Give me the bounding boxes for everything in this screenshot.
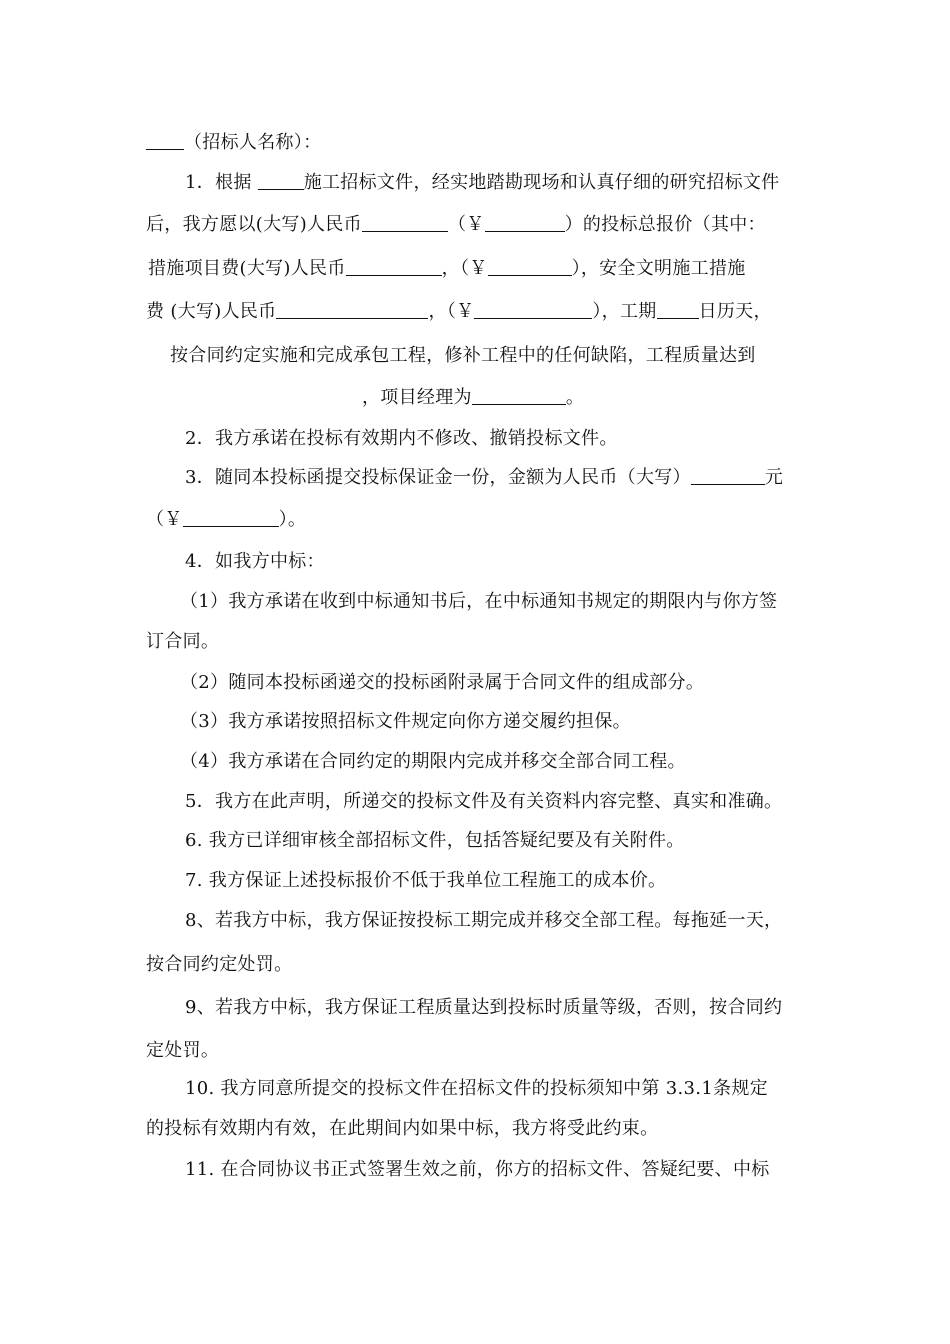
p1-text: ，项目经理为 (362, 387, 472, 408)
para7: 7. 我方保证上述投标报价不低于我单位工程施工的成本价。 (185, 870, 667, 891)
blank-bond-number[interactable] (183, 508, 279, 527)
blank-total-words[interactable] (362, 213, 448, 232)
p1-text: ），安全文明施工措施 (571, 258, 746, 279)
p1-text: （￥ (447, 214, 485, 235)
para1-line5 (0, 344, 950, 368)
p1-text: ）的投标总报价（其中： (564, 214, 766, 235)
para8-line1: 8、若我方中标，我方保证按投标工期完成并移交全部工程。每拖延一天， (185, 910, 783, 931)
blank-measures-words[interactable] (346, 257, 442, 276)
blank-project-name[interactable] (258, 171, 304, 190)
blank-safety-number[interactable] (474, 300, 592, 319)
p1-text: ，（￥ (428, 301, 475, 322)
p1-text: 日历天， (698, 301, 772, 322)
para1-line2 (0, 213, 950, 237)
p1-text: 施工招标文件，经实地踏勘现场和认真仔细的研究招标文件 (303, 172, 780, 193)
para4-sub2: （2）随同本投标函递交的投标函附录属于合同文件的组成部分。 (180, 672, 705, 693)
p1-text: 。 (565, 387, 585, 408)
p1-text: 措施项目费(大写)人民币 (148, 258, 346, 279)
p1-text: ），工期 (592, 301, 657, 322)
para1-line1 (0, 171, 950, 195)
para10-line1: 10. 我方同意所提交的投标文件在招标文件的投标须知中第 3.3.1条规定 (185, 1078, 768, 1099)
para2: 2．我方承诺在投标有效期内不修改、撤销投标文件。 (185, 428, 618, 449)
para1-line4 (0, 300, 950, 324)
para3-line1 (0, 466, 950, 490)
blank-duration-days[interactable] (657, 300, 699, 319)
blank-measures-number[interactable] (488, 257, 572, 276)
blank-project-manager[interactable] (472, 386, 566, 405)
p1-text: 按合同约定实施和完成承包工程，修补工程中的任何缺陷，工程质量达到 (170, 345, 756, 366)
recipient-line (0, 131, 950, 155)
p1-text: 费 (大写)人民币 (146, 301, 277, 322)
para4-sub3: （3）我方承诺按照招标文件规定向你方递交履约担保。 (180, 711, 631, 732)
para6: 6. 我方已详细审核全部招标文件，包括答疑纪要及有关附件。 (185, 830, 685, 851)
p3-text: 元 (764, 467, 784, 488)
blank-bond-words[interactable] (691, 466, 765, 485)
blank-safety-words[interactable] (276, 300, 428, 319)
para3-line2 (0, 508, 950, 532)
para4-sub4: （4）我方承诺在合同约定的期限内完成并移交全部合同工程。 (180, 751, 686, 772)
p1-text: 1．根据 (185, 172, 258, 193)
para9-line2: 定处罚。 (146, 1040, 220, 1061)
para4-title: 4．如我方中标： (185, 551, 325, 572)
para11-line1: 11. 在合同协议书正式签署生效之前，你方的招标文件、答疑纪要、中标 (185, 1159, 770, 1180)
para4-sub1-line1: （1）我方承诺在收到中标通知书后，在中标通知书规定的期限内与你方签 (180, 591, 778, 612)
para5: 5．我方在此声明，所递交的投标文件及有关资料内容完整、真实和准确。 (185, 791, 783, 812)
p1-text: 后，我方愿以(大写)人民币 (146, 214, 362, 235)
blank-recipient[interactable] (146, 131, 184, 150)
para1-line3 (0, 257, 950, 281)
para1-line6 (0, 386, 950, 410)
p1-text: ，（￥ (441, 258, 488, 279)
blank-total-number[interactable] (485, 213, 565, 232)
p3-text: 3．随同本投标函提交投标保证金一份，金额为人民币（大写） (185, 467, 691, 488)
recipient-label: （招标人名称）： (184, 132, 322, 153)
para4-sub1-line2: 订合同。 (146, 631, 220, 652)
para10-line2: 的投标有效期内有效，在此期间内如果中标，我方将受此约束。 (146, 1118, 659, 1139)
para8-line2: 按合同约定处罚。 (146, 954, 293, 975)
p3-text: （￥ (146, 509, 183, 530)
p3-text: ）。 (278, 509, 307, 530)
para9-line1: 9、若我方中标，我方保证工程质量达到投标时质量等级，否则，按合同约 (185, 997, 783, 1018)
